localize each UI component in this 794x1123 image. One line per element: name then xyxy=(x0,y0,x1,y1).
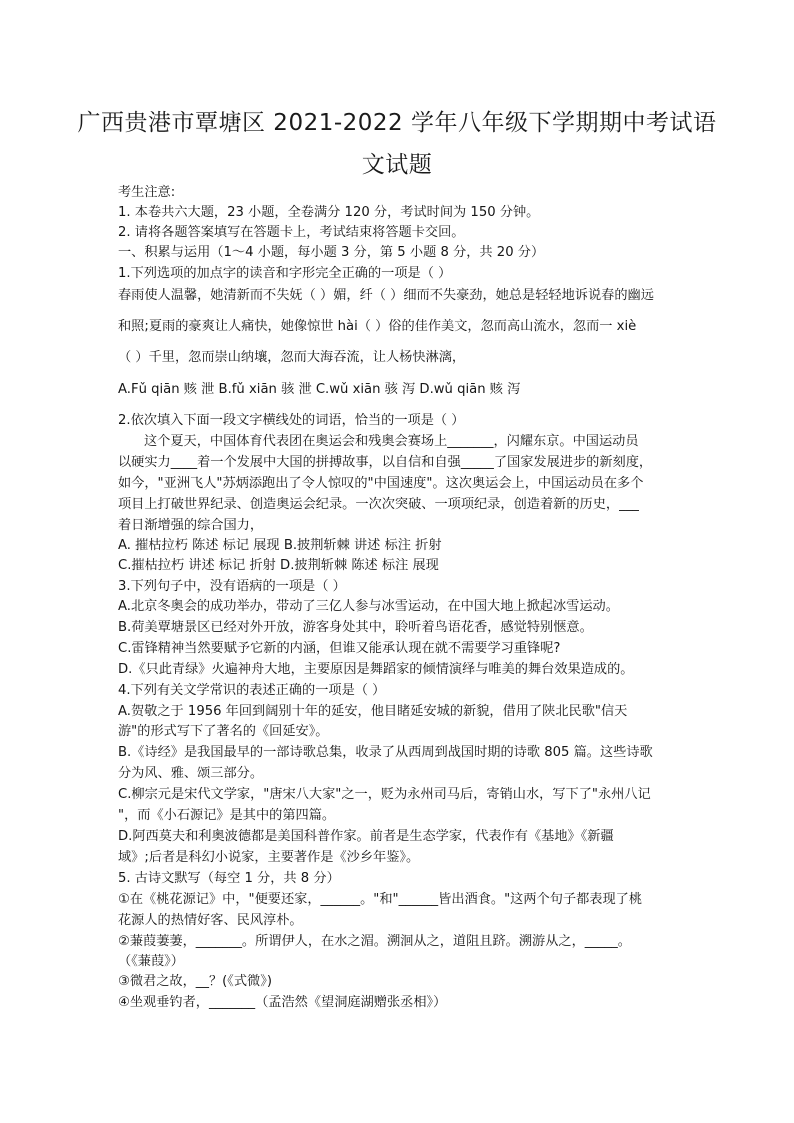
q3-option-d: D.《只此青绿》火遍神舟大地，主要原因是舞蹈家的倾情演绎与唯美的舞台效果造成的。 xyxy=(118,662,634,677)
q1-options: A.Fǔ qiān 赅 泄 B.fǔ xiān 骇 泄 C.wǔ xiān 骇 泻 D.wǔ qiān 赅 泻 xyxy=(118,382,521,397)
q5-item-1-line-2: 花源人的热情好客、民风淳朴。 xyxy=(118,913,303,928)
q2-passage-line-5: 着日渐增强的综合国力， xyxy=(118,518,264,533)
q5-item-4: ④坐观垂钓者，_______（孟浩然《望洞庭湖赠张丞相》） xyxy=(118,995,447,1010)
q2-options-ab: A. 摧枯拉朽 陈述 标记 展现 B.披荆斩棘 讲述 标注 折射 xyxy=(118,538,442,553)
q3-option-a: A.北京冬奥会的成功举办，带动了三亿人参与冰雪运动，在中国大地上掀起冰雪运动。 xyxy=(118,599,619,614)
q5-item-3: ③微君之故，__？(《式微》) xyxy=(118,974,272,989)
q2-options-cd: C.摧枯拉朽 讲述 标记 折射 D.披荆斩棘 陈述 标注 展现 xyxy=(118,558,439,573)
q4-option-d-line-1: D.阿西莫夫和利奥波德都是美国科普作家。前者是生态学家，代表作有《基地》《新疆 xyxy=(118,829,614,844)
q3-stem: 3.下列句子中，没有语病的一项是（ ） xyxy=(118,579,346,594)
q1-passage-line-1: 春雨使人温馨，她清新而不失妩（ ）媚，纤（ ）细而不失豪劲，她总是轻轻地诉说春的幽远 xyxy=(118,288,654,303)
q4-option-b-line-1: B.《诗经》是我国最早的一部诗歌总集，收录了从西周到战国时期的诗歌 805 篇。这些诗歌 xyxy=(118,745,653,760)
q4-option-a-line-2: 游"的形式写下了著名的《回延安》。 xyxy=(118,724,329,739)
q3-option-c: C.雷锋精神当然要赋予它新的内涵，但谁又能承认现在就不需要学习重锋呢? xyxy=(118,641,561,656)
q4-stem: 4.下列有关文学常识的表述正确的一项是（ ） xyxy=(118,683,386,698)
q4-option-c-line-1: C.柳宗元是宋代文学家，"唐宋八大家"之一，贬为永州司马后，寄销山水，写下了"永州八记 xyxy=(118,787,651,802)
q3-option-b: B.荷美覃塘景区已经对外开放，游客身处其中，聆听着鸟语花香，感觉特别惬意。 xyxy=(118,620,593,635)
q2-passage-line-4: 项目上打破世界纪录、创造奥运会纪录。一次次突破、一项项纪录，创造着新的历史，___ xyxy=(118,497,639,512)
q2-passage-line-1: 这个夏天，中国体育代表团在奥运会和残奥会赛场上_______，闪耀东京。中国运动员 xyxy=(144,434,639,449)
exam-title-line-1: 广西贵港市覃塘区 2021-2022 学年八年级下学期期中考试语 xyxy=(77,110,717,136)
q1-stem: 1.下列选项的加点字的读音和字形完全正确的一项是（ ） xyxy=(118,266,452,281)
q4-option-a-line-1: A.贺敬之于 1956 年回到阔别十年的延安，他目睹延安城的新貌，借用了陕北民歌"信天 xyxy=(118,704,628,719)
q5-item-2-line-2: （《蒹葭》） xyxy=(118,954,184,969)
q2-passage-line-2: 以硬实力____着一个发展中大国的拼搏故事，以自信和自强_____了国家发展进步的新刻度， xyxy=(118,455,653,470)
notes-heading: 考生注意: xyxy=(118,185,176,200)
q5-item-1-line-1: ①在《桃花源记》中，"便要还家，______。"和"______皆出酒食。"这两个句子都表现了桃 xyxy=(118,892,643,907)
section-1-heading: 一、积累与运用（1～4 小题，每小题 3 分，第 5 小题 8 分，共 20 分） xyxy=(118,245,545,260)
note-1: 1. 本卷共六大题，23 小题，全卷满分 120 分，考试时间为 150 分钟。 xyxy=(118,205,540,220)
q5-stem: 5. 古诗文默写（每空 1 分，共 8 分） xyxy=(118,871,340,886)
q4-option-d-line-2: 域》;后者是科幻小说家，主要著作是《沙乡年鉴》。 xyxy=(118,850,420,865)
q4-option-b-line-2: 分为风、雅、颂三部分。 xyxy=(118,766,264,781)
q1-passage-line-2: 和照;夏雨的豪爽让人痛快，她像惊世 hài（ ）俗的佳作美文，忽而高山流水，忽而一 xiè xyxy=(118,319,637,334)
exam-title-line-2: 文试题 xyxy=(361,152,433,178)
q4-option-c-line-2: "，而《小石源记》是其中的第四篇。 xyxy=(118,808,336,823)
note-2: 2. 请将各题答案填写在答题卡上，考试结束将答题卡交回。 xyxy=(118,225,465,240)
q2-stem: 2.依次填入下面一段文字横线处的词语，恰当的一项是（ ） xyxy=(118,413,465,428)
q5-item-2-line-1: ②蒹葭萋萋，_______。所谓伊人，在水之湄。溯洄从之，道阻且跻。溯游从之，_____。 xyxy=(118,934,631,949)
q1-passage-line-3: （ ）千里，忽而崇山纳壤，忽而大海吞流，让人杨快淋漓， xyxy=(118,350,466,365)
q2-passage-line-3: 如今，"亚洲飞人"苏炳添跑出了令人惊叹的"中国速度"。这次奥运会上，中国运动员在多个 xyxy=(118,476,644,491)
